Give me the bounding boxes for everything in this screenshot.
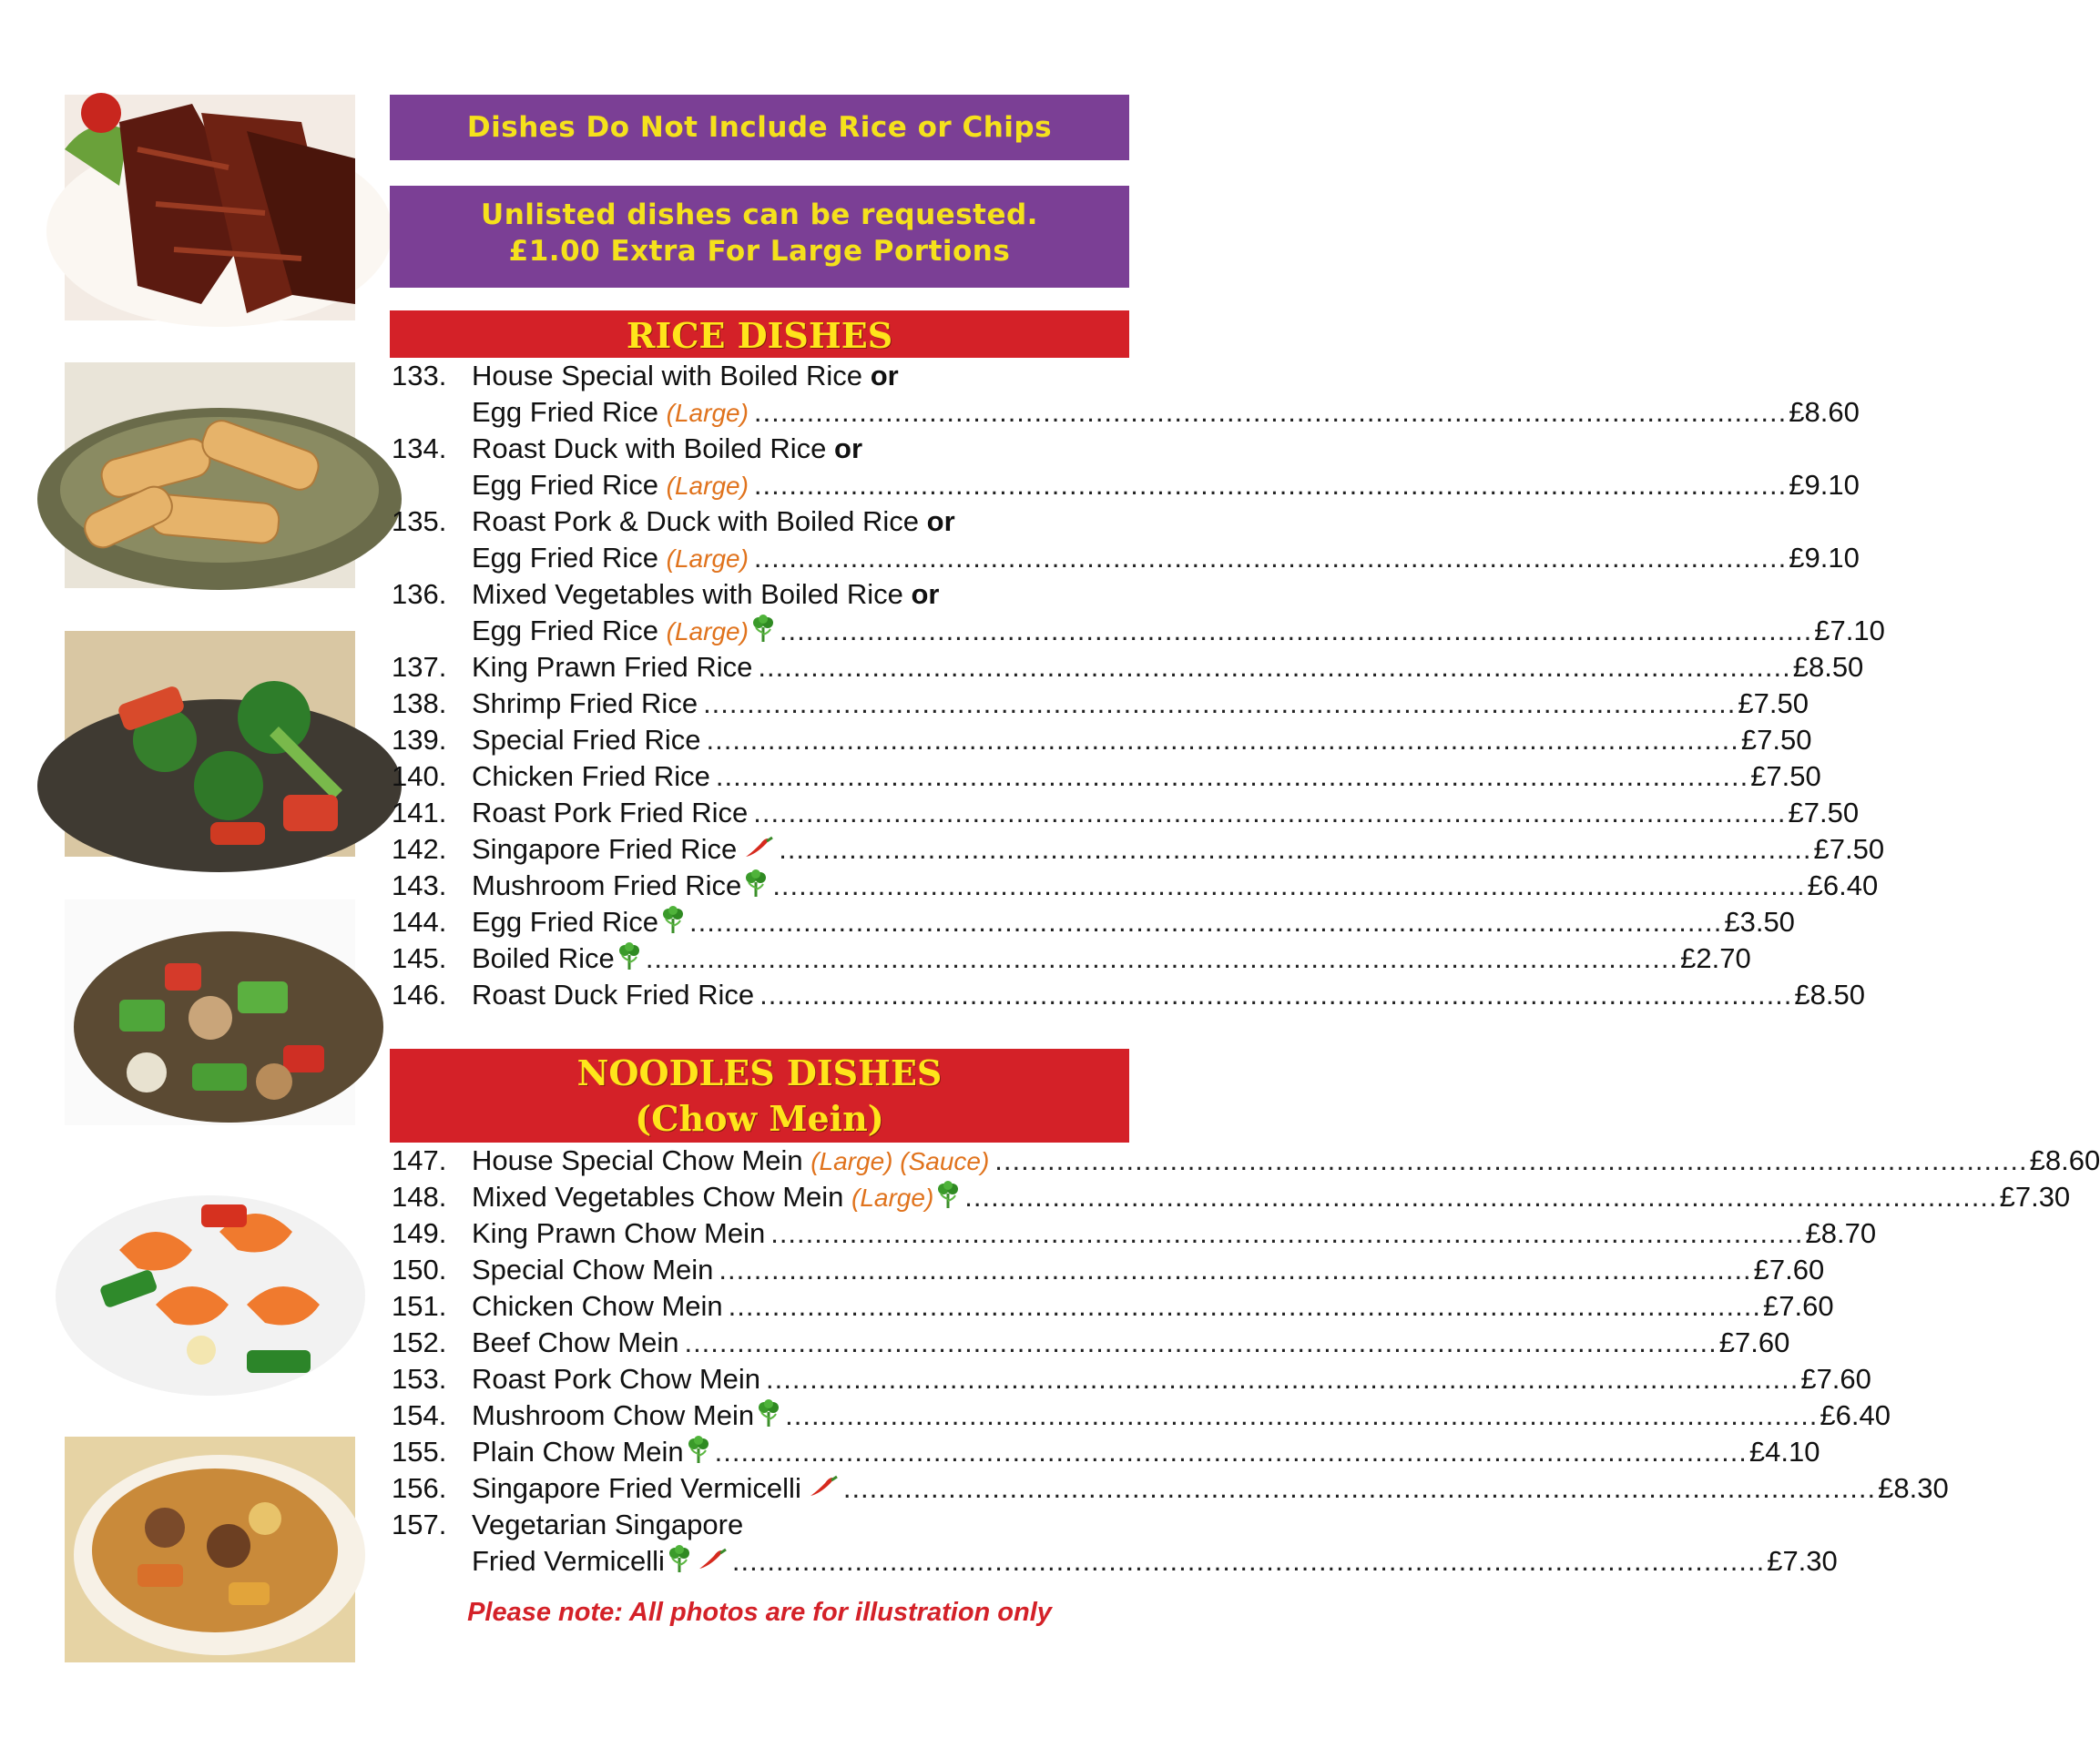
item-name-line1: [472, 358, 899, 394]
item-name-line1: [472, 1507, 743, 1543]
item-name-text: Singapore Fried Vermicelli: [472, 1472, 801, 1504]
item-name-text: Mixed Vegetables with Boiled Rice: [472, 578, 903, 610]
dot-leader: ......................................................................................................................: [753, 542, 1788, 574]
vegetarian-icon: [688, 1436, 709, 1465]
or-text: or: [834, 432, 863, 464]
item-name: [472, 722, 701, 758]
or-text: or: [870, 360, 899, 391]
item-name-text: Roast Pork Chow Mein: [472, 1363, 761, 1395]
dot-leader: ......................................................................................................................: [758, 651, 1791, 683]
item-number: 156.: [392, 1472, 447, 1504]
dot-leader: ......................................................................................................................: [728, 1290, 1761, 1322]
menu-item: [390, 1215, 1877, 1252]
item-name: [472, 1252, 713, 1288]
item-number: 134.: [392, 432, 447, 464]
item-price: £7.60: [1762, 1290, 1834, 1322]
portion-size: (Large): [666, 472, 749, 500]
item-name-text: Mixed Vegetables Chow Mein: [472, 1181, 844, 1213]
item-name: [472, 904, 684, 940]
item-price-line: [472, 758, 1821, 795]
item-number: 141.: [392, 797, 447, 828]
dot-leader: ......................................................................................................................: [689, 906, 1723, 938]
menu-item: [390, 977, 1865, 1013]
spring-rolls-photo: [65, 362, 355, 588]
noodles-heading-line2: (Chow Mein): [635, 1098, 884, 1139]
item-price: £6.40: [1820, 1399, 1891, 1431]
sweet-sour-prawns-photo: [65, 1168, 355, 1394]
item-number: 149.: [392, 1217, 447, 1249]
item-number: 145.: [392, 942, 447, 974]
item-price-line: [472, 795, 1860, 831]
item-name: [472, 831, 773, 868]
item-price: £7.50: [1750, 760, 1821, 792]
item-price: £8.30: [1878, 1472, 1949, 1504]
item-price-line: [472, 613, 1885, 650]
item-name: [472, 1143, 989, 1180]
menu-item-continued: [390, 467, 1860, 503]
menu-item: [390, 358, 1129, 394]
item-name-text: House Special Chow Mein: [472, 1144, 803, 1176]
item-name: [472, 1397, 780, 1434]
curry-dish-photo: [65, 1437, 355, 1662]
menu-item: [390, 1470, 1949, 1507]
item-name: [472, 1325, 678, 1361]
item-name-text: Roast Pork & Duck with Boiled Rice: [472, 505, 920, 537]
item-name-line1: [472, 503, 955, 540]
item-price-line: [472, 1543, 1838, 1580]
menu-item: [390, 1252, 1825, 1288]
menu-item: [390, 1143, 2100, 1179]
dot-leader: ......................................................................................................................: [766, 1363, 1799, 1395]
item-number: 151.: [392, 1290, 447, 1322]
item-price-line: [472, 940, 1751, 977]
item-price: £7.50: [1788, 797, 1860, 828]
vegetarian-icon: [752, 615, 774, 644]
item-price: £7.30: [1999, 1181, 2071, 1213]
item-name: [472, 1361, 760, 1397]
item-name: [472, 686, 698, 722]
dot-leader: ......................................................................................................................: [964, 1181, 1998, 1213]
or-text: or: [911, 578, 940, 610]
dot-leader: ......................................................................................................................: [645, 942, 1679, 974]
item-number: 148.: [392, 1181, 447, 1213]
item-price-line: [472, 1470, 1949, 1507]
item-number: 155.: [392, 1436, 447, 1468]
spicy-chili-icon: [807, 1472, 838, 1496]
ribs-photo: [65, 95, 355, 320]
menu-item: [390, 1434, 1820, 1470]
item-price-line: [472, 977, 1865, 1013]
item-name-line2: [472, 540, 749, 577]
item-price: £2.70: [1680, 942, 1751, 974]
portion-size: (Large): [666, 399, 749, 427]
item-name-line1: [472, 431, 862, 467]
item-name-text: Boiled Rice: [472, 942, 615, 974]
rice-dishes-list: [390, 358, 1885, 1013]
item-name-text: Roast Duck with Boiled Rice: [472, 432, 827, 464]
item-price: £7.10: [1814, 615, 1885, 646]
item-name-text: House Special with Boiled Rice: [472, 360, 863, 391]
item-name-text: Beef Chow Mein: [472, 1326, 679, 1358]
dot-leader: ......................................................................................................................: [715, 760, 1749, 792]
large-portions-banner: [390, 186, 1129, 288]
no-rice-chips-banner: Dishes Do Not Include Rice or Chips: [390, 95, 1129, 160]
item-number: 136.: [392, 578, 447, 610]
item-price-line: [472, 1325, 1790, 1361]
item-price: £4.10: [1748, 1436, 1820, 1468]
broccoli-vegetables-photo: [65, 631, 355, 857]
item-number: 157.: [392, 1509, 447, 1540]
item-number: 150.: [392, 1254, 447, 1286]
item-price-line: [472, 540, 1860, 577]
dot-leader: ......................................................................................................................: [714, 1436, 1748, 1468]
item-price: £8.50: [1794, 979, 1865, 1011]
item-name-text: Special Fried Rice: [472, 724, 701, 756]
item-number: 144.: [392, 906, 447, 938]
item-price-line: [472, 1434, 1820, 1470]
item-name-line1: [472, 576, 940, 613]
dot-leader: ......................................................................................................................: [753, 797, 1787, 828]
menu-item: [390, 1361, 1871, 1397]
item-price-line: [472, 1179, 2071, 1216]
vegetarian-icon: [668, 1545, 690, 1574]
dot-leader: ......................................................................................................................: [719, 1254, 1752, 1286]
item-price: £9.10: [1789, 542, 1860, 574]
dot-leader: ......................................................................................................................: [994, 1144, 2028, 1176]
item-name: [472, 1470, 838, 1507]
item-number: 152.: [392, 1326, 447, 1358]
item-name-text: Special Chow Mein: [472, 1254, 714, 1286]
menu-item: [390, 576, 1129, 613]
spicy-chili-icon: [696, 1545, 727, 1569]
dot-leader: ......................................................................................................................: [684, 1326, 1718, 1358]
menu-item: [390, 649, 1864, 686]
large-portion-price-text: £1.00 Extra For Large Portions: [508, 235, 1011, 268]
item-number: 135.: [392, 505, 447, 537]
item-name-text: Mushroom Chow Mein: [472, 1399, 755, 1431]
item-name-text: Roast Duck Fried Rice: [472, 979, 755, 1011]
dot-leader: ......................................................................................................................: [753, 469, 1788, 501]
item-price: £3.50: [1724, 906, 1795, 938]
dot-leader: ......................................................................................................................: [703, 687, 1737, 719]
menu-item: [390, 795, 1860, 831]
item-name-line2: [472, 467, 749, 504]
item-name-text: King Prawn Chow Mein: [472, 1217, 766, 1249]
item-name: [472, 868, 767, 904]
vegetarian-icon: [937, 1181, 959, 1210]
item-number: 140.: [392, 760, 447, 792]
item-number: 133.: [392, 360, 447, 391]
peppers-chicken-photo: [65, 899, 355, 1125]
portion-size: (Large): [666, 617, 749, 645]
item-name: [472, 758, 710, 795]
dot-leader: ......................................................................................................................: [753, 396, 1788, 428]
dot-leader: ......................................................................................................................: [779, 833, 1812, 865]
item-name-text: Roast Pork Fried Rice: [472, 797, 749, 828]
vegetarian-icon: [618, 942, 640, 971]
item-name-text: Fried Vermicelli: [472, 1545, 665, 1577]
item-number: 142.: [392, 833, 447, 865]
menu-item-continued: [390, 1543, 1838, 1580]
menu-item: [390, 831, 1885, 868]
vegetarian-icon: [745, 869, 767, 899]
item-price: £7.50: [1740, 724, 1812, 756]
item-price-line: [472, 394, 1860, 432]
item-number: 139.: [392, 724, 447, 756]
item-price-line: [472, 1215, 1877, 1252]
item-name-text: Egg Fried Rice: [472, 469, 659, 501]
menu-item: [390, 1325, 1790, 1361]
item-price-line: [472, 904, 1795, 940]
item-price: £8.70: [1805, 1217, 1877, 1249]
item-name-line2: [472, 394, 749, 432]
item-price-line: [472, 1397, 1891, 1434]
vegetarian-icon: [758, 1399, 780, 1428]
menu-item: [390, 686, 1809, 722]
item-number: 138.: [392, 687, 447, 719]
item-number: 143.: [392, 869, 447, 901]
item-price-line: [472, 1252, 1825, 1288]
menu-item-continued: [390, 613, 1885, 649]
rice-dishes-heading: RICE DISHES: [390, 310, 1129, 358]
item-price: £7.60: [1800, 1363, 1871, 1395]
item-name: [472, 1179, 959, 1216]
item-price-line: [472, 467, 1860, 504]
item-price: £6.40: [1807, 869, 1879, 901]
portion-size: (Large) (Sauce): [810, 1147, 990, 1175]
item-name-text: King Prawn Fried Rice: [472, 651, 753, 683]
item-name: [472, 649, 752, 686]
item-price: £7.60: [1753, 1254, 1825, 1286]
item-name-text: Chicken Chow Mein: [472, 1290, 723, 1322]
menu-item: [390, 758, 1821, 795]
spicy-chili-icon: [742, 833, 773, 857]
menu-item: [390, 431, 1129, 467]
item-name-text: Shrimp Fried Rice: [472, 687, 698, 719]
menu-item: [390, 868, 1879, 904]
menu-item: [390, 904, 1795, 940]
item-name-text: Chicken Fried Rice: [472, 760, 710, 792]
item-name-text: Egg Fried Rice: [472, 542, 659, 574]
item-name-text: Mushroom Fried Rice: [472, 869, 742, 901]
menu-item: [390, 722, 1812, 758]
menu-item: [390, 940, 1751, 977]
item-number: 146.: [392, 979, 447, 1011]
item-price-line: [472, 1143, 2100, 1180]
or-text: or: [926, 505, 955, 537]
item-number: 137.: [392, 651, 447, 683]
menu-item: [390, 1179, 2071, 1215]
item-price: £7.30: [1767, 1545, 1838, 1577]
menu-item-continued: [390, 394, 1860, 431]
dot-leader: ......................................................................................................................: [706, 724, 1739, 756]
item-name-line2: [472, 1543, 727, 1580]
portion-size: (Large): [666, 544, 749, 573]
item-price: £7.50: [1813, 833, 1885, 865]
item-price: £8.60: [1789, 396, 1860, 428]
item-price-line: [472, 722, 1812, 758]
item-price-line: [472, 1361, 1871, 1397]
item-price-line: [472, 686, 1809, 722]
noodles-dishes-heading: [390, 1049, 1129, 1143]
photo-disclaimer: Please note: All photos are for illustration only: [467, 1598, 1052, 1627]
item-price-line: [472, 831, 1885, 868]
item-price: £9.10: [1789, 469, 1860, 501]
item-number: 147.: [392, 1144, 447, 1176]
unlisted-dishes-text: Unlisted dishes can be requested.: [481, 198, 1038, 231]
item-number: 154.: [392, 1399, 447, 1431]
dot-leader: ......................................................................................................................: [731, 1545, 1766, 1577]
item-name-text: Egg Fried Rice: [472, 615, 659, 646]
item-price-line: [472, 868, 1879, 904]
menu-item-continued: [390, 540, 1860, 576]
dot-leader: ......................................................................................................................: [759, 979, 1793, 1011]
dot-leader: ......................................................................................................................: [772, 869, 1806, 901]
vegetarian-icon: [662, 906, 684, 935]
item-price: £8.60: [2029, 1144, 2100, 1176]
item-price-line: [472, 1288, 1834, 1325]
item-number: 153.: [392, 1363, 447, 1395]
item-name-line2: [472, 613, 774, 650]
item-name: [472, 977, 754, 1013]
item-price-line: [472, 649, 1864, 686]
noodles-dishes-list: [390, 1143, 2100, 1580]
item-name: [472, 1288, 723, 1325]
item-name-text: Plain Chow Mein: [472, 1436, 684, 1468]
item-name-text: Vegetarian Singapore: [472, 1509, 744, 1540]
item-name: [472, 1434, 709, 1470]
menu-item: [390, 1507, 1129, 1543]
item-name-text: Egg Fried Rice: [472, 396, 659, 428]
noodles-heading-line1: NOODLES DISHES: [576, 1052, 943, 1093]
item-name: [472, 795, 748, 831]
dot-leader: ......................................................................................................................: [785, 1399, 1819, 1431]
dot-leader: ......................................................................................................................: [842, 1472, 1877, 1504]
item-name: [472, 1215, 765, 1252]
item-price: £7.50: [1738, 687, 1809, 719]
dot-leader: ......................................................................................................................: [779, 615, 1813, 646]
menu-item: [390, 1288, 1834, 1325]
item-price: £7.60: [1718, 1326, 1790, 1358]
menu-item: [390, 503, 1129, 540]
portion-size: (Large): [851, 1184, 934, 1212]
item-name-text: Singapore Fried Rice: [472, 833, 738, 865]
dot-leader: ......................................................................................................................: [770, 1217, 1804, 1249]
item-name: [472, 940, 640, 977]
item-name-text: Egg Fried Rice: [472, 906, 659, 938]
menu-item: [390, 1397, 1891, 1434]
item-price: £8.50: [1792, 651, 1864, 683]
